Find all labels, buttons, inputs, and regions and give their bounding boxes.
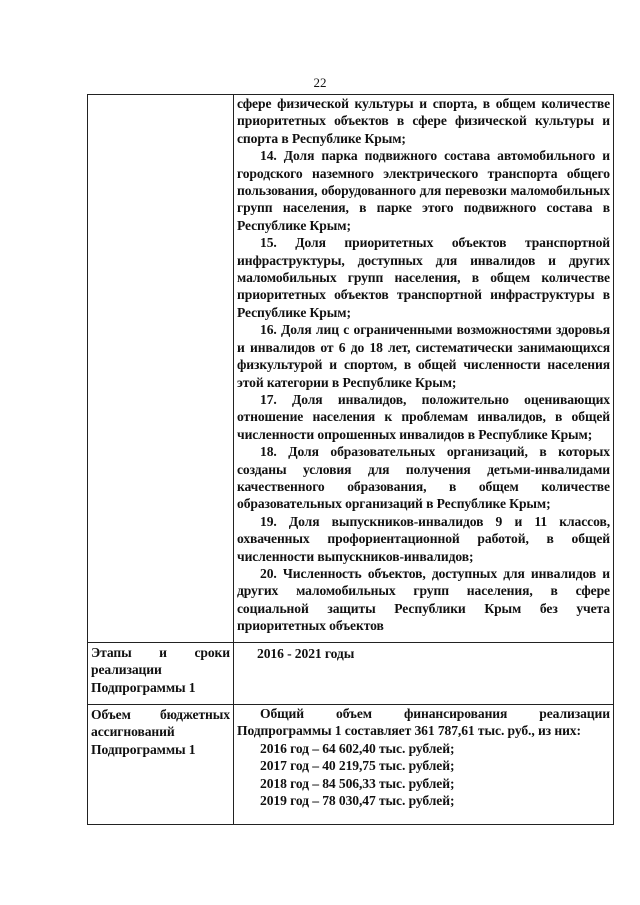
budget-label: Объем бюджетных ассигнований Подпрограммы 1 xyxy=(88,705,234,825)
period-value: 2016 - 2021 годы xyxy=(257,646,355,661)
indicator-item-17: 17. Доля инвалидов, положительно оценивающих отношение населения к проблемам инвалидов, в общей численности опрошенных инвалидов в Республике Крым; xyxy=(237,391,610,442)
period-cell xyxy=(234,643,614,705)
budget-intro: Общий объем финансирования реализации Подпрограммы 1 составляет 361 787,61 тыс. руб., из них: xyxy=(237,706,610,739)
indicators-row xyxy=(88,95,614,643)
budget-year-2017: 2017 год – 40 219,75 тыс. рублей; xyxy=(260,758,455,774)
budget-year-2018: 2018 год – 84 506,33 тыс. рублей; xyxy=(260,775,455,791)
budget-cell xyxy=(234,705,614,825)
indicators-label-cell xyxy=(88,95,234,643)
period-label: Этапы и сроки реализации Подпрограммы 1 xyxy=(88,643,234,705)
budget-year-2016: 2016 год – 64 602,40 тыс. рублей; xyxy=(260,740,455,756)
indicator-item-15: 15. Доля приоритетных объектов транспортной инфраструктуры, доступных для инвалидов и других маломобильных групп населения, в общем количестве приоритетных объектов транспортной инфраструктуры в Республике Крым; xyxy=(237,235,610,320)
indicator-item-18: 18. Доля образовательных организаций, в которых созданы условия для получения детьми-инвалидами качественного образования, в общем количестве образовательных организаций в Республике Крым; xyxy=(237,444,610,512)
budget-year-2019: 2019 год – 78 030,47 тыс. рублей; xyxy=(260,793,455,809)
page-number: 22 xyxy=(313,75,327,90)
indicator-item-20: 20. Численность объектов, доступных для инвалидов и других маломобильных групп населения, в сфере социальной защиты Республики Крым без учета приоритетных объектов xyxy=(237,565,610,634)
indicator-item-19: 19. Доля выпускников-инвалидов 9 и 11 классов, охваченных профориентационной работой, в общей численности выпускников-инвалидов; xyxy=(237,513,610,564)
indicator-item-14: 14. Доля парка подвижного состава автомобильного и городского наземного электрического транспорта общего пользования, оборудованного для перевозки маломобильных групп населения, в парке этого подвижного состава в Республике Крым; xyxy=(237,148,610,233)
indicators-cell xyxy=(234,95,614,643)
indicator-intro: сфере физической культуры и спорта, в общем количестве приоритетных объектов в сфере физической культуры и спорта в Республике Крым; xyxy=(237,96,610,146)
subprogram-passport-table xyxy=(87,94,614,825)
indicator-item-16: 16. Доля лиц с ограниченными возможностями здоровья и инвалидов от 6 до 18 лет, систематически занимающихся физкультурой и спортом, в общей численности населения этой категории в Республике Крым; xyxy=(237,322,610,390)
budget-row xyxy=(88,705,614,825)
period-row xyxy=(88,643,614,705)
